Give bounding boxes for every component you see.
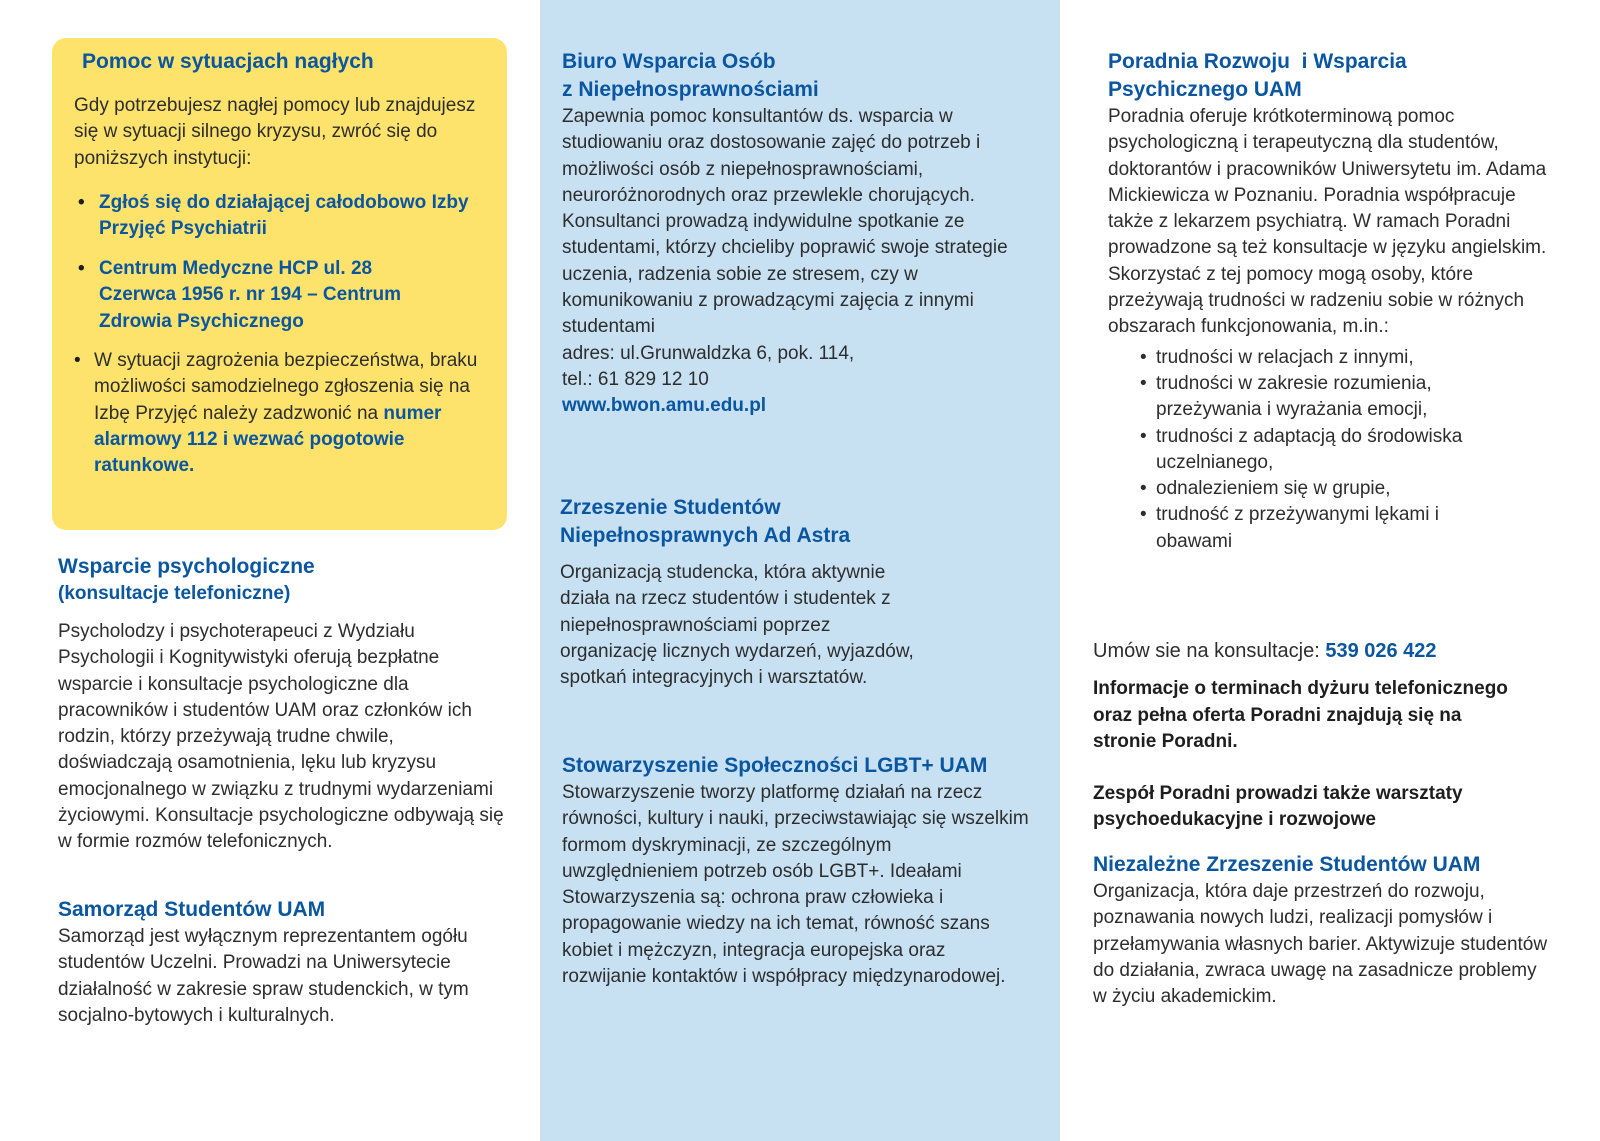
nzs-body: Organizacja, która daje przestrzeń do rozwoju, poznawania nowych ludzi, realizacji pomysłów i przełamywania własnych barier. Aktywizuje studentów do działania, zwraca uwagę na zasadnicze problemy w życiu akademickim.	[1093, 881, 1548, 1008]
bwon-phone: tel.: 61 829 12 10	[562, 368, 709, 390]
bwon-section	[562, 48, 1032, 420]
student-gov-body: Samorząd jest wyłącznym reprezentantem ogółu studentów Uczelni. Prowadzi na Uniwersytecie działalność w zakresie spraw studenckich, w tym socjalno-bytowych i kulturalnych.	[58, 926, 469, 1026]
poradnia-item: • trudność z przeżywanymi lękami i obawami	[1140, 502, 1456, 555]
right-column	[1060, 0, 1600, 1141]
poradnia-item: • trudności w relacjach z innymi,	[1140, 345, 1466, 371]
appointment-label: Umów sie na konsultacje:	[1093, 640, 1326, 662]
left-column	[0, 0, 540, 1141]
psych-support-title-1: Wsparcie psychologiczne	[58, 555, 315, 578]
student-gov-section	[58, 896, 498, 1029]
poradnia-info: Informacje o terminach dyżuru telefonicznego oraz pełna oferta Poradni znajdują się na stronie Poradni.	[1093, 678, 1508, 752]
bwon-address: adres: ul.Grunwaldzka 6, pok. 114,	[562, 342, 855, 364]
emergency-intro: Gdy potrzebujesz nagłej pomocy lub znajdujesz się w sytuacji silnego kryzysu, zwróć się do poniższych instytucji:	[74, 95, 476, 169]
bwon-title-2: z Niepełnosprawnościami	[562, 78, 819, 101]
student-gov-title: Samorząd Studentów UAM	[58, 898, 326, 921]
poradnia-section	[1108, 48, 1558, 555]
poradnia-item: • odnalezieniem się w grupie,	[1140, 476, 1466, 502]
emergency-item-hcp: • Centrum Medyczne HCP ul. 28 Czerwca 1956 r. nr 194 – Centrum Zdrowia Psychicznego	[74, 256, 444, 335]
ad-astra-body: Organizacją studencka, która aktywnie działa na rzecz studentów i studentek z niepełnosprawnościami poprzez organizację licznych wydarzeń, wyjazdów, spotkań integracyjnych i warsztatów.	[560, 562, 914, 689]
emergency-item-psych-er: • Zgłoś się do działającej całodobowo Izby Przyjęć Psychiatrii	[74, 190, 469, 243]
emergency-warning-text: W sytuacji zagrożenia bezpieczeństwa, braku możliwości samodzielnego zgłoszenia się na Izbę Przyjęć należy zadzwonić na	[94, 350, 478, 424]
ad-astra-title-2: Niepełnosprawnych Ad Astra	[560, 524, 851, 547]
poradnia-item: • trudności z adaptacją do środowiska uczelnianego,	[1140, 424, 1476, 477]
poradnia-item: • trudności w zakresie rozumienia, przeżywania i wyrażania emocji,	[1140, 371, 1466, 424]
nzs-section	[1093, 851, 1563, 1010]
poradnia-body: Poradnia oferuje krótkoterminową pomoc psychologiczną i terapeutyczną dla studentów, doktorantów i pracowników Uniwersytetu im. Adama Mickiewicza w Poznaniu. Poradnia współpracuje także z lekarzem psychiatrą. W ramach Poradni prowadzone są też konsultacje w języku angielskim. Skorzystać z tej pomocy mogą osoby, które przeżywają trudności w radzeniu sobie w różnych obszarach funkcjonowania, m.in.:	[1108, 106, 1547, 338]
poradnia-title-1: Poradnia Rozwoju i Wsparcia	[1108, 50, 1407, 73]
bwon-title-1: Biuro Wsparcia Osób	[562, 50, 776, 73]
bwon-body: Zapewnia pomoc konsultantów ds. wsparcia w studiowaniu oraz dostosowanie zajęć do potrzeb i możliwości osób z niepełnosprawnościami, neuroróżnorodnych oraz przewlekle chorujących. Konsultanci prowadzą indywidulne spotkanie ze studentami, którzy chcieliby poprawić swoje strategie uczenia, radzenia sobie ze stresem, czy w komunikowaniu z prowadzącymi zajęcia z innymi studentami	[562, 106, 1008, 338]
bwon-website-link[interactable]: www.bwon.amu.edu.pl	[562, 395, 767, 417]
nzs-title: Niezależne Zrzeszenie Studentów UAM	[1093, 853, 1481, 876]
lgbt-body: Stowarzyszenie tworzy platformę działań na rzecz równości, kultury i nauki, przeciwstawiając się wszelkim formom dyskryminacji, ze szczególnym uwzględnieniem potrzeb osób LGBT+. Ideałami Stowarzyszenia są: ochrona praw człowieka i propagowanie wiedzy na ich temat, równość szans kobiet i mężczyzn, integracja europejska oraz rozwijanie kontaktów i współpracy międzynarodowej.	[562, 782, 1029, 988]
lgbt-section	[562, 752, 1037, 990]
emergency-box	[52, 38, 507, 530]
poradnia-title-2: Psychicznego UAM	[1108, 78, 1302, 101]
psych-support-section	[58, 553, 508, 856]
psych-support-title-2: (konsultacje telefoniczne)	[58, 583, 291, 604]
poradnia-workshops: Zespół Poradni prowadzi także warsztaty psychoedukacyjne i rozwojowe	[1093, 783, 1463, 831]
poradnia-difficulties-list	[1108, 345, 1558, 555]
middle-column	[540, 0, 1060, 1141]
lgbt-title: Stowarzyszenie Społeczności LGBT+ UAM	[562, 754, 988, 777]
emergency-list-1	[74, 190, 494, 243]
psych-support-body: Psycholodzy i psychoterapeuci z Wydziału Psychologii i Kognitywistyki oferują bezpłatne wsparcie i konsultacje psychologiczne dla pracowników i studentów UAM oraz członków ich rodzin, którzy przeżywają trudne chwile, doświadczają osamotnienia, lęku lub kryzysu emocjonalnego w związku z trudnymi wydarzeniami życiowymi. Konsultacje psychologiczne odbywają się w formie rozmów telefonicznych.	[58, 621, 504, 853]
ad-astra-section	[560, 494, 1030, 691]
appointment-phone-link[interactable]: 539 026 422	[1325, 640, 1437, 662]
ad-astra-title-1: Zrzeszenie Studentów	[560, 496, 781, 519]
emergency-list-2	[74, 256, 494, 335]
emergency-list-3	[74, 348, 494, 479]
emergency-title: Pomoc w sytuacjach nagłych	[82, 50, 374, 73]
poradnia-contact	[1093, 638, 1563, 834]
emergency-number-112: numer alarmowy 112 i wezwać pogotowie ratunkowe.	[94, 402, 442, 477]
emergency-item-warning	[74, 348, 479, 479]
appointment-line	[1093, 638, 1563, 664]
